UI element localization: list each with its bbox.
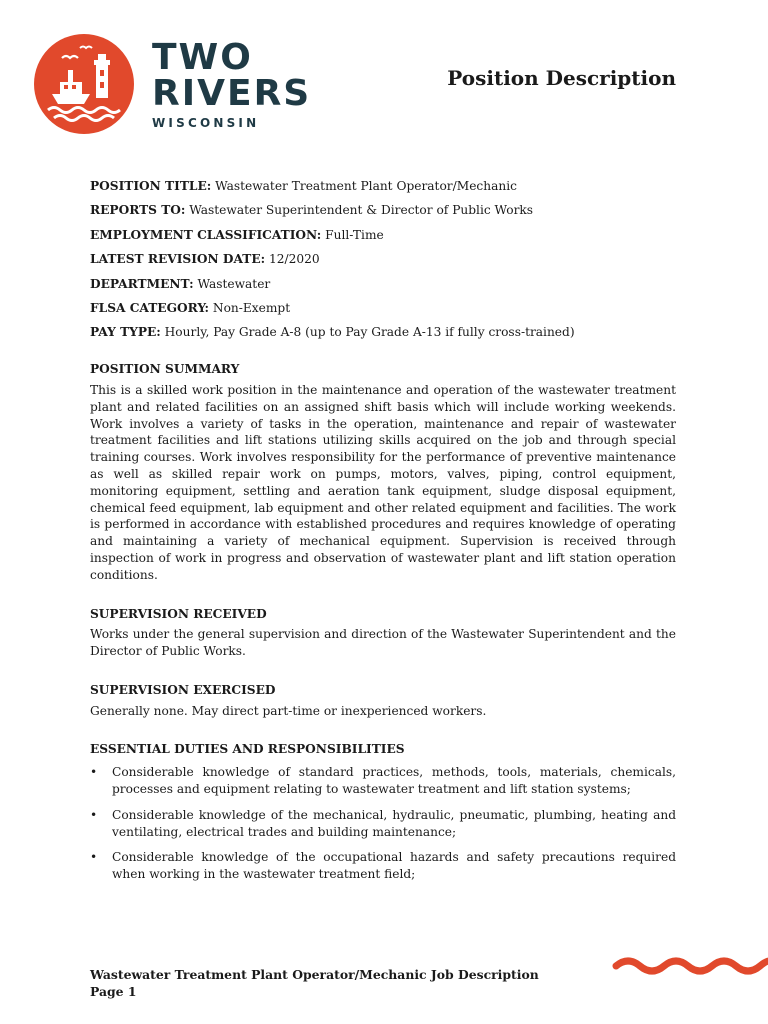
logo-wordmark — [152, 37, 312, 130]
list-item — [90, 764, 676, 798]
city-logo — [34, 34, 312, 134]
field-label: DEPARTMENT: — [90, 276, 194, 291]
section-heading-position-summary: POSITION SUMMARY — [90, 362, 240, 377]
list-item — [90, 807, 676, 841]
field-value: Hourly, Pay Grade A-8 (up to Pay Grade A-13 if fully cross-trained) — [164, 325, 575, 340]
field-reports-to — [90, 202, 676, 219]
footer-page-number: Page 1 — [90, 984, 137, 999]
bullet-icon: • — [90, 765, 98, 780]
bullet-icon: • — [90, 807, 98, 822]
section-heading-supervision-received: SUPERVISION RECEIVED — [90, 606, 267, 621]
document-title: Position Description — [447, 66, 676, 90]
section-heading-essential-duties: ESSENTIAL DUTIES AND RESPONSIBILITIES — [90, 742, 405, 757]
logo-line-wisconsin: WISCONSIN — [152, 116, 260, 130]
field-label: FLSA CATEGORY: — [90, 300, 210, 315]
position-summary-text: This is a skilled work position in the maintenance and operation of the wastewater treatment plant and related facilities on an assigned shift basis which will include working weekends. Work involves a variety of tasks in the operation, maintenance and repair of wastewater treatment facilities and lift stations utilizing skills acquired on the job and through special training courses. Work involves responsibility for the performance of preventive maintenance as well as skilled repair work on pumps, motors, valves, piping, control equipment, monitoring equipment, settling and aeration tank equipment, sludge disposal equipment, chemical feed equipment, lab equipment and other related equipment and facilities. The work is performed in accordance with established procedures and requires knowledge of operating and maintaining a variety of mechanical equipment. Supervision is received through inspection of work in progress and observation of wastewater plant and lift station operation conditions. — [90, 382, 676, 582]
field-value: Wastewater Treatment Plant Operator/Mechanic — [215, 179, 517, 193]
supervision-received-text: Works under the general supervision and direction of the Wastewater Superintendent and the Director of Public Works. — [90, 627, 676, 659]
field-label: REPORTS TO: — [90, 203, 186, 218]
duty-text: Considerable knowledge of the occupational hazards and safety precautions required when working in the wastewater treatment field; — [112, 850, 676, 882]
duty-text: Considerable knowledge of standard practices, methods, tools, materials, chemicals, processes and equipment relating to wastewater treatment and lift station systems; — [112, 765, 676, 797]
logo-line-two: TWO — [152, 37, 253, 78]
bullet-icon: • — [90, 850, 98, 865]
footer-title: Wastewater Treatment Plant Operator/Mechanic Job Description — [90, 967, 539, 982]
field-latest-revision-date — [90, 251, 676, 268]
field-department — [90, 276, 676, 293]
duties-list — [90, 764, 676, 883]
field-label: POSITION TITLE: — [90, 179, 212, 193]
list-item — [90, 849, 676, 883]
field-label: LATEST REVISION DATE: — [90, 252, 266, 267]
field-value: 12/2020 — [269, 252, 320, 267]
decorative-wave-icon — [612, 952, 768, 978]
field-value: Non-Exempt — [212, 300, 291, 315]
duty-text: Considerable knowledge of the mechanical, hydraulic, pneumatic, plumbing, heating and ventilating, electrical trades and building maintenance; — [112, 807, 676, 839]
field-label: PAY TYPE: — [90, 325, 161, 340]
field-position-title — [90, 178, 676, 195]
field-label: EMPLOYMENT CLASSIFICATION: — [90, 227, 322, 242]
page-footer — [90, 966, 539, 1000]
field-value: Full-Time — [325, 227, 384, 242]
field-value: Wastewater — [197, 276, 271, 291]
field-value: Wastewater Superintendent & Director of Public Works — [189, 203, 534, 218]
field-flsa-category — [90, 300, 676, 317]
logo-emblem-icon — [34, 34, 134, 134]
field-pay-type — [90, 324, 676, 341]
section-heading-supervision-exercised: SUPERVISION EXERCISED — [90, 682, 276, 697]
field-employment-classification — [90, 227, 676, 244]
document-body — [90, 178, 676, 892]
logo-line-rivers: RIVERS — [152, 73, 312, 114]
supervision-exercised-text: Generally none. May direct part-time or inexperienced workers. — [90, 703, 487, 718]
